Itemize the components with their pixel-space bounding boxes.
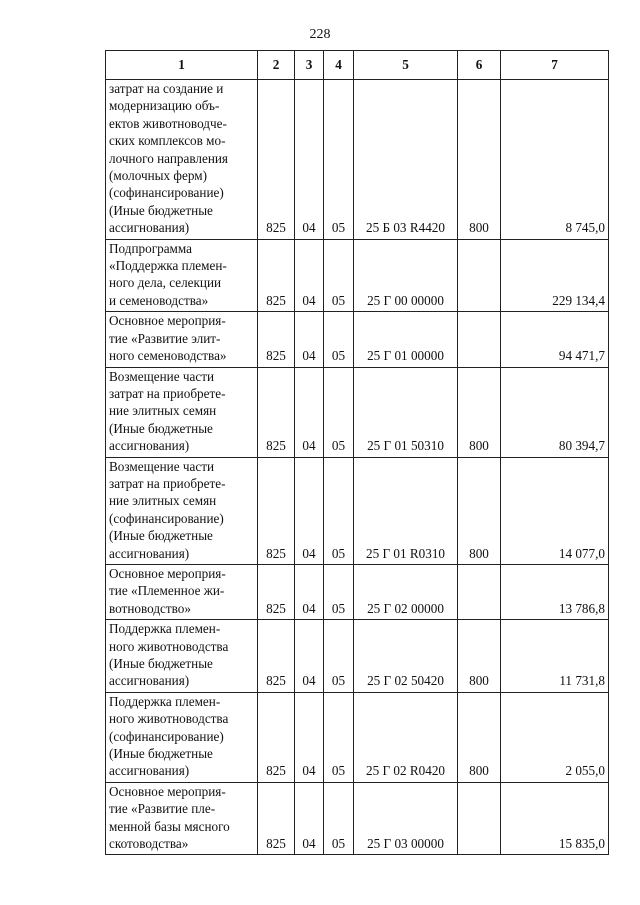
cell-section: 04 [295,564,324,619]
row-description: Основное мероприя- тие «Развитие элит- ного семеноводства» [106,312,258,367]
cell-target-article: 25 Г 00 00000 [354,239,458,312]
column-header: 5 [354,51,458,80]
cell-expense-type: 800 [458,620,501,693]
cell-subsection: 05 [324,564,354,619]
cell-section: 04 [295,239,324,312]
table-row [106,564,609,619]
cell-expense-type: 800 [458,692,501,782]
cell-amount: 13 786,8 [501,564,609,619]
cell-ministry-code: 825 [258,692,295,782]
cell-amount: 80 394,7 [501,367,609,457]
column-header: 1 [106,51,258,80]
cell-subsection: 05 [324,239,354,312]
cell-amount: 229 134,4 [501,239,609,312]
cell-target-article: 25 Б 03 R4420 [354,80,458,240]
row-description: Основное мероприя- тие «Развитие пле- менной базы мясного скотоводства» [106,782,258,855]
cell-section: 04 [295,80,324,240]
cell-target-article: 25 Г 01 50310 [354,367,458,457]
cell-ministry-code: 825 [258,367,295,457]
table-row [106,80,609,240]
header-row [106,51,609,80]
table-row [106,367,609,457]
cell-amount: 14 077,0 [501,457,609,564]
column-header: 3 [295,51,324,80]
budget-table [105,50,609,855]
cell-section: 04 [295,312,324,367]
table-row [106,457,609,564]
row-description: Поддержка племен- ного животноводства (софинансирование) (Иные бюджетные ассигнования) [106,692,258,782]
cell-amount: 15 835,0 [501,782,609,855]
row-description: Возмещение части затрат на приобрете- ние элитных семян (софинансирование) (Иные бюджетные ассигнования) [106,457,258,564]
page-number: 228 [309,27,331,42]
cell-amount: 8 745,0 [501,80,609,240]
cell-subsection: 05 [324,620,354,693]
cell-target-article: 25 Г 02 50420 [354,620,458,693]
column-header: 6 [458,51,501,80]
column-header: 4 [324,51,354,80]
table-row [106,239,609,312]
cell-amount: 11 731,8 [501,620,609,693]
column-header: 2 [258,51,295,80]
cell-section: 04 [295,782,324,855]
table-row [106,782,609,855]
cell-subsection: 05 [324,367,354,457]
row-description: затрат на создание и модернизацию объ- ектов животноводче- ских комплексов мо- лочного направления (молочных ферм) (софинансирование) (Иные бюджетные ассигнования) [106,80,258,240]
cell-target-article: 25 Г 01 R0310 [354,457,458,564]
cell-ministry-code: 825 [258,457,295,564]
row-description: Подпрограмма «Поддержка племен- ного дела, селекции и семеноводства» [106,239,258,312]
table-row [106,692,609,782]
table-row [106,312,609,367]
row-description: Поддержка племен- ного животноводства (Иные бюджетные ассигнования) [106,620,258,693]
cell-expense-type: 800 [458,80,501,240]
cell-target-article: 25 Г 02 00000 [354,564,458,619]
cell-expense-type [458,239,501,312]
column-header: 7 [501,51,609,80]
row-description: Возмещение части затрат на приобрете- ние элитных семян (Иные бюджетные ассигнования) [106,367,258,457]
cell-ministry-code: 825 [258,239,295,312]
cell-ministry-code: 825 [258,312,295,367]
cell-ministry-code: 825 [258,564,295,619]
cell-section: 04 [295,457,324,564]
cell-subsection: 05 [324,457,354,564]
cell-subsection: 05 [324,782,354,855]
cell-target-article: 25 Г 01 00000 [354,312,458,367]
cell-section: 04 [295,620,324,693]
cell-amount: 94 471,7 [501,312,609,367]
cell-section: 04 [295,367,324,457]
cell-subsection: 05 [324,312,354,367]
cell-subsection: 05 [324,80,354,240]
cell-amount: 2 055,0 [501,692,609,782]
cell-ministry-code: 825 [258,620,295,693]
cell-subsection: 05 [324,692,354,782]
row-description: Основное мероприя- тие «Племенное жи- вотноводство» [106,564,258,619]
cell-target-article: 25 Г 03 00000 [354,782,458,855]
cell-expense-type: 800 [458,367,501,457]
cell-expense-type: 800 [458,457,501,564]
table-body [106,80,609,855]
cell-expense-type [458,782,501,855]
cell-expense-type [458,564,501,619]
cell-target-article: 25 Г 02 R0420 [354,692,458,782]
cell-expense-type [458,312,501,367]
cell-section: 04 [295,692,324,782]
cell-ministry-code: 825 [258,80,295,240]
table-row [106,620,609,693]
cell-ministry-code: 825 [258,782,295,855]
